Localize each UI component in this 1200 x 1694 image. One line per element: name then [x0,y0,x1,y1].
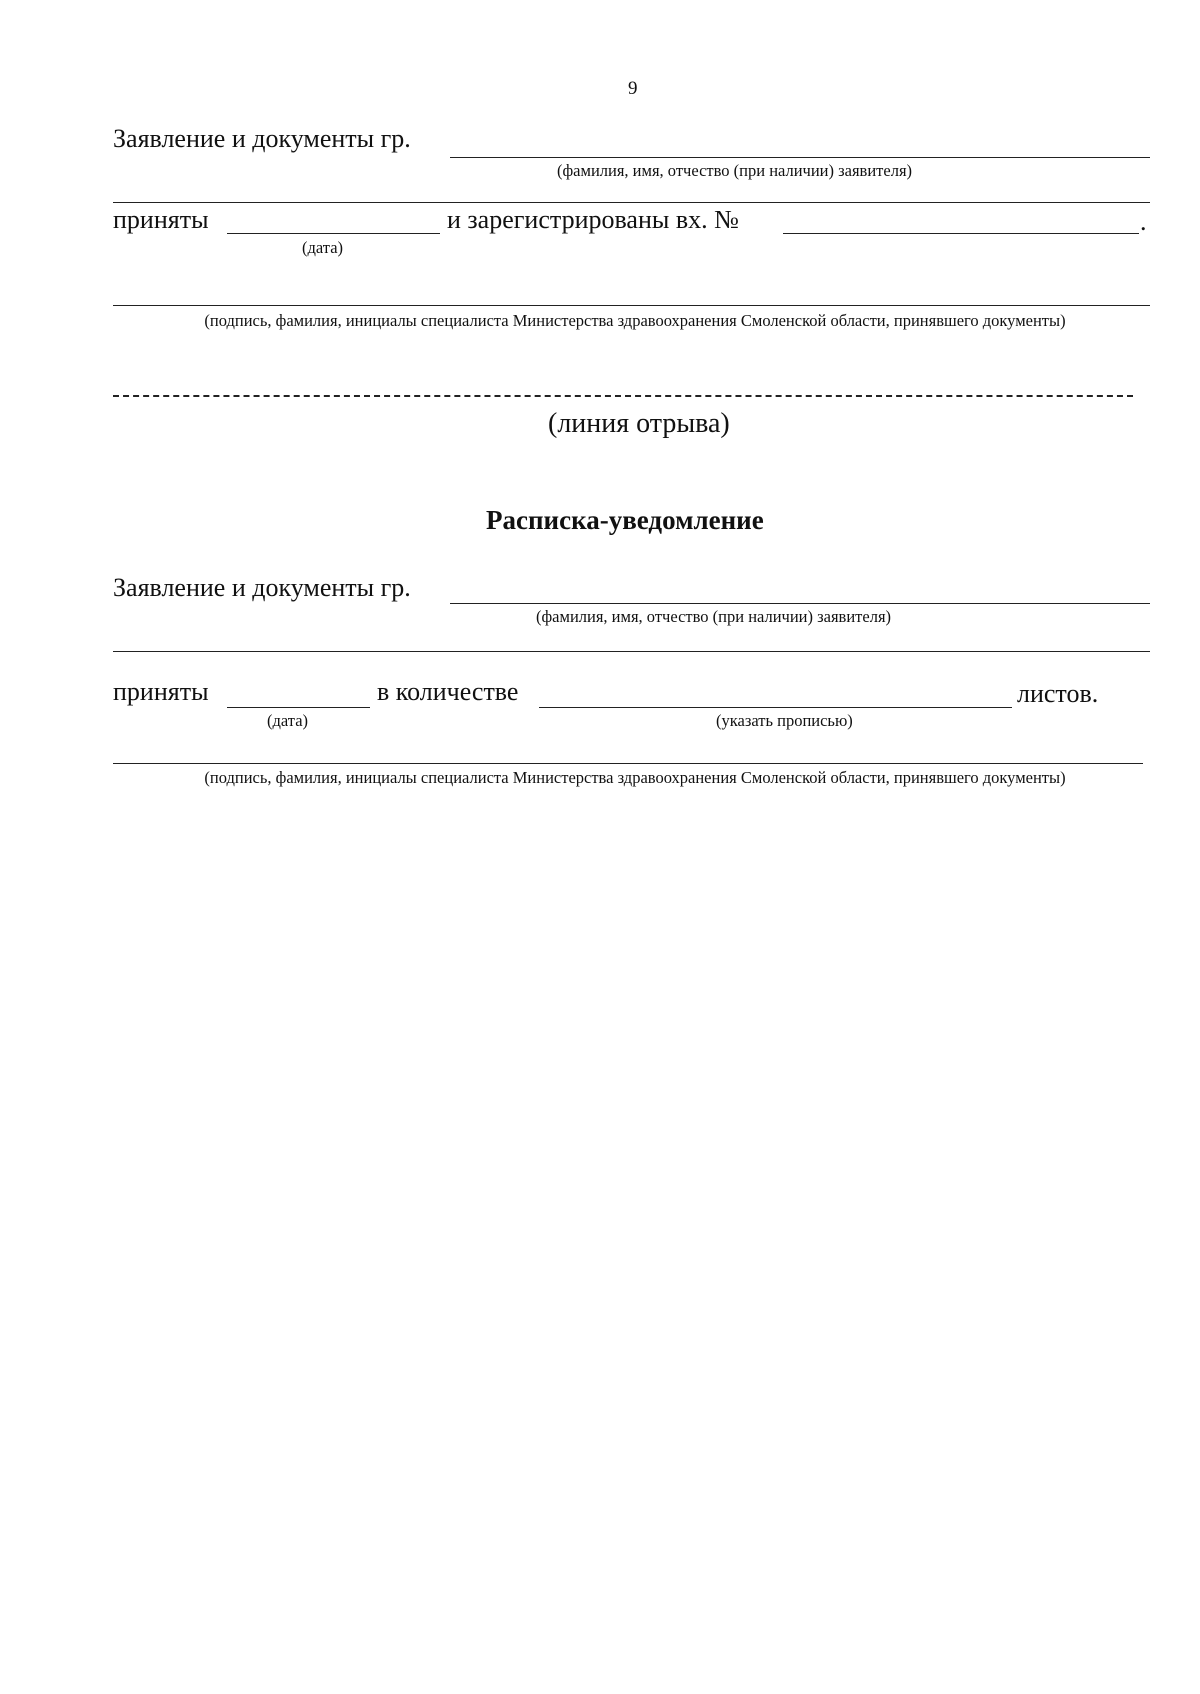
receipt-applicant-name-line [450,603,1150,604]
receipt-statement-label: Заявление и документы гр. [113,573,411,602]
receipt-accepted-label: приняты [113,677,209,706]
date-line [227,233,440,234]
registration-number-line [783,233,1139,234]
receipt-applicant-continuation-line [113,651,1150,652]
quantity-label: в количестве [377,677,519,706]
date-caption: (дата) [302,238,344,257]
applicant-caption: (фамилия, имя, отчество (при наличии) заявителя) [557,161,913,180]
tear-line-caption: (линия отрыва) [548,408,730,439]
receipt-date-caption: (дата) [267,711,309,730]
statement-label: Заявление и документы гр. [113,124,411,153]
quantity-caption: (указать прописью) [716,711,853,730]
signature-caption: (подпись, фамилия, инициалы специалиста Министерства здравоохранения Смоленской области, принявшего документы) [204,311,1066,330]
receipt-applicant-caption: (фамилия, имя, отчество (при наличии) заявителя) [536,607,892,626]
receipt-signature-caption: (подпись, фамилия, инициалы специалиста Министерства здравоохранения Смоленской области, принявшего документы) [204,768,1066,787]
end-dot: . [1140,207,1147,236]
sheets-label: листов. [1017,679,1099,708]
tear-line [113,395,1133,397]
quantity-line [539,707,1012,708]
applicant-name-line [450,157,1150,158]
registered-label: и зарегистрированы вх. № [447,205,739,234]
receipt-signature-line [113,763,1143,764]
receipt-title: Расписка-уведомление [486,505,764,535]
accepted-label: приняты [113,205,209,234]
receipt-date-line [227,707,370,708]
signature-line [113,305,1150,306]
applicant-continuation-line [113,202,1150,203]
page-number: 9 [628,78,638,99]
